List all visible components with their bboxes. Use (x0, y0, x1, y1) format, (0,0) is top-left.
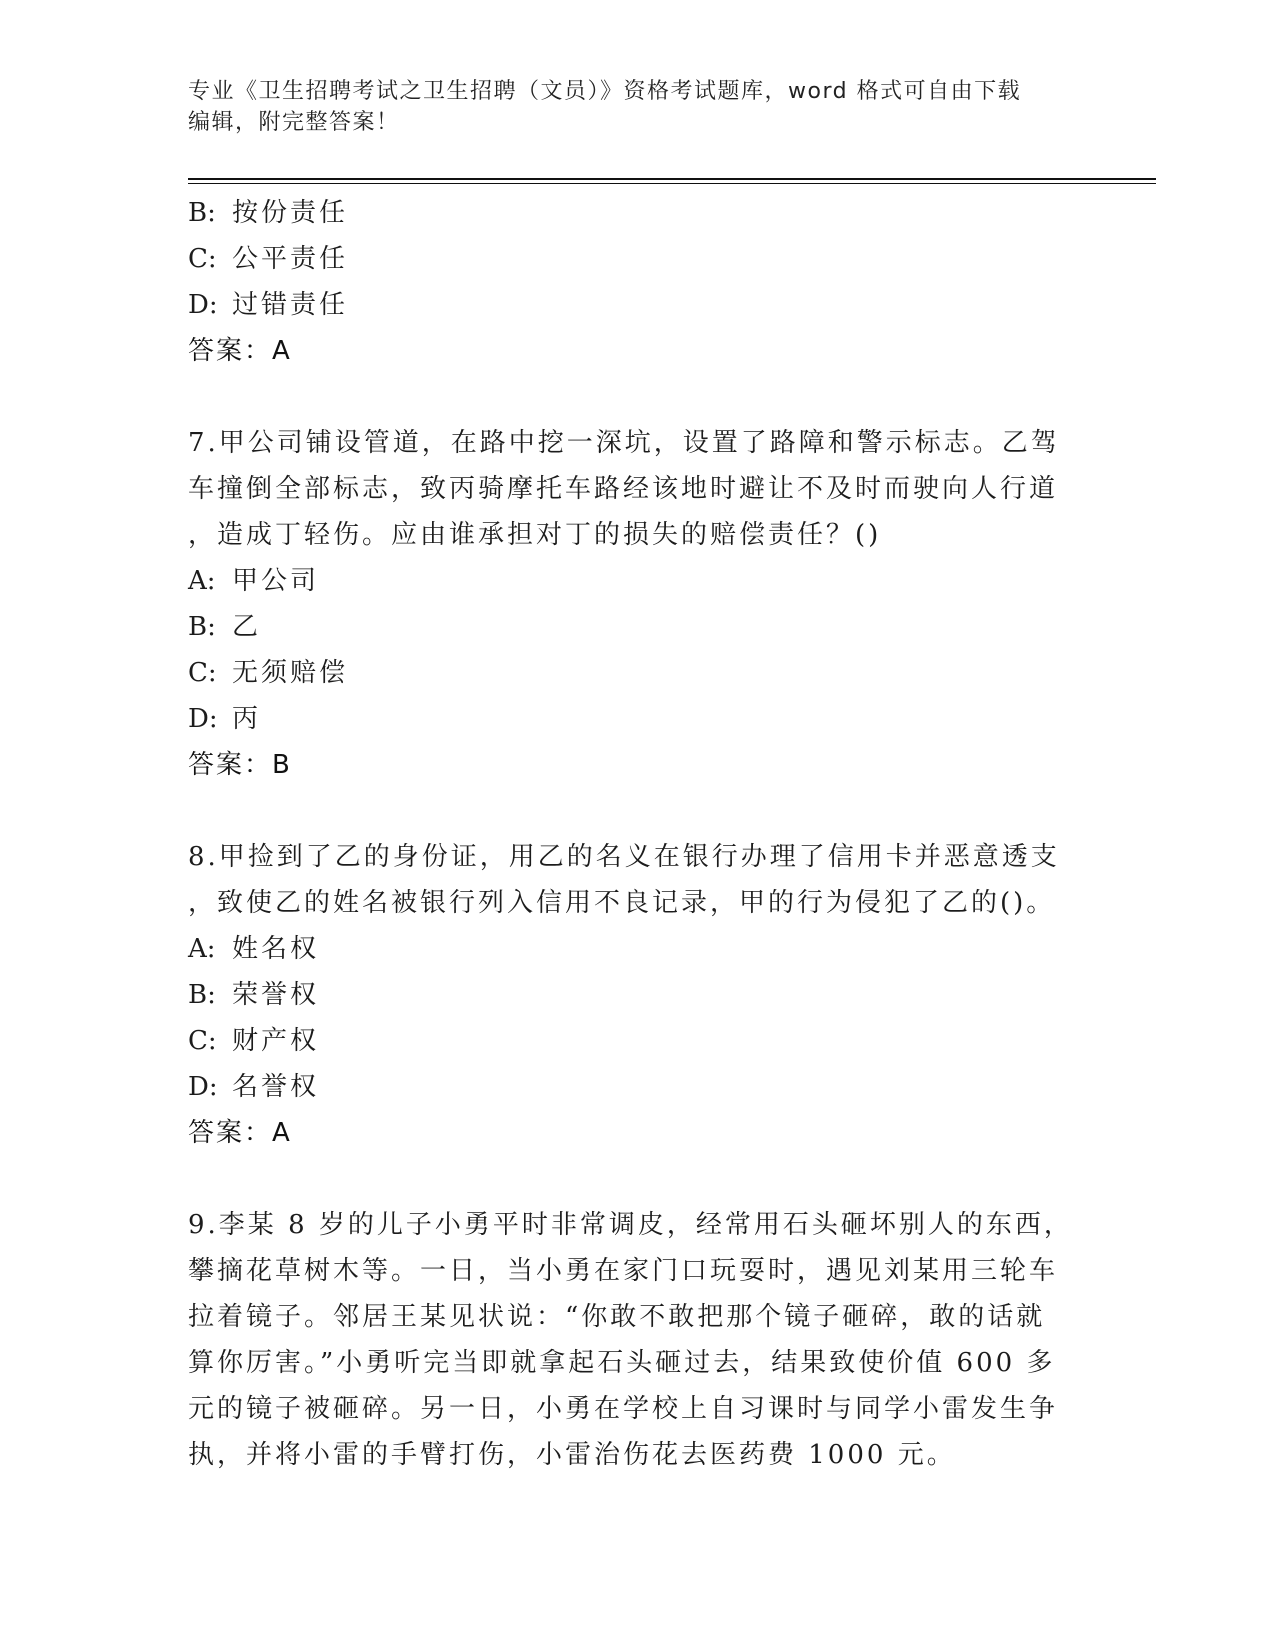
option-text: 甲公司 (232, 566, 320, 596)
option-letter: B: (188, 980, 216, 1010)
option-letter: D: (188, 704, 218, 734)
header-divider-thick (188, 178, 1156, 180)
question-text-line: 7.甲公司铺设管道，在路中挖一深坑，设置了路障和警示标志。乙驾 (188, 428, 1060, 458)
option-c (188, 236, 1088, 282)
option-letter: B: (188, 612, 216, 642)
question-text-line: ，致使乙的姓名被银行列入信用不良记录，甲的行为侵犯了乙的()。 (188, 888, 1056, 918)
option-letter: B: (188, 198, 216, 228)
option-text: 名誉权 (232, 1072, 320, 1102)
question-text-line: 执，并将小雷的手臂打伤，小雷治伤花去医药费 1000 元。 (188, 1440, 956, 1470)
option-letter: C: (188, 1026, 217, 1056)
option-letter: C: (188, 244, 217, 274)
option-a (188, 926, 1088, 972)
answer-line: 答案：A (188, 1118, 292, 1148)
question-text-line: 车撞倒全部标志，致丙骑摩托车路经该地时避让不及时而驶向人行道 (188, 474, 1059, 504)
question-text-line: 攀摘花草树木等。一日，当小勇在家门口玩耍时，遇见刘某用三轮车 (188, 1256, 1059, 1286)
option-text: 财产权 (232, 1026, 320, 1056)
option-d (188, 696, 1088, 742)
option-text: 丙 (232, 704, 262, 734)
option-text: 公平责任 (232, 244, 349, 274)
header-divider-thin (188, 183, 1156, 184)
answer-line: 答案：B (188, 750, 292, 780)
option-d (188, 282, 1088, 328)
header-line-1: 专业《卫生招聘考试之卫生招聘（文员）》资格考试题库，word 格式可自由下载 (188, 79, 1022, 104)
option-b (188, 604, 1088, 650)
question-text-line: 8.甲捡到了乙的身份证，用乙的名义在银行办理了信用卡并恶意透支 (188, 842, 1060, 872)
question-9 (188, 1202, 1088, 1478)
option-letter: A: (188, 566, 216, 596)
option-text: 乙 (232, 612, 262, 642)
question-8 (188, 834, 1088, 1156)
option-c (188, 650, 1088, 696)
option-letter: A: (188, 934, 216, 964)
question-text-line: 拉着镜子。邻居王某见状说：“你敢不敢把那个镜子砸碎，敢的话就 (188, 1302, 1046, 1332)
option-d (188, 1064, 1088, 1110)
header-line-2: 编辑，附完整答案！ (188, 110, 400, 135)
question-text-line: 元的镜子被砸碎。另一日，小勇在学校上自习课时与同学小雷发生争 (188, 1394, 1059, 1424)
question-content (188, 190, 1088, 1478)
page-header (188, 76, 1068, 138)
option-c (188, 1018, 1088, 1064)
option-letter: D: (188, 290, 218, 320)
option-text: 荣誉权 (232, 980, 320, 1010)
option-text: 姓名权 (232, 934, 320, 964)
option-letter: C: (188, 658, 217, 688)
question-6-tail (188, 190, 1088, 374)
option-letter: D: (188, 1072, 218, 1102)
question-text-line: 9.李某 8 岁的儿子小勇平时非常调皮，经常用石头砸坏别人的东西， (188, 1210, 1073, 1240)
question-text-line: 算你厉害。”小勇听完当即就拿起石头砸过去，结果致使价值 600 多 (188, 1348, 1056, 1378)
option-a (188, 558, 1088, 604)
option-text: 过错责任 (232, 290, 349, 320)
question-text-line: ，造成丁轻伤。应由谁承担对丁的损失的赔偿责任？() (188, 520, 882, 550)
answer-line: 答案：A (188, 336, 292, 366)
option-b (188, 190, 1088, 236)
option-text: 按份责任 (232, 198, 349, 228)
option-text: 无须赔偿 (232, 658, 349, 688)
question-7 (188, 420, 1088, 788)
option-b (188, 972, 1088, 1018)
